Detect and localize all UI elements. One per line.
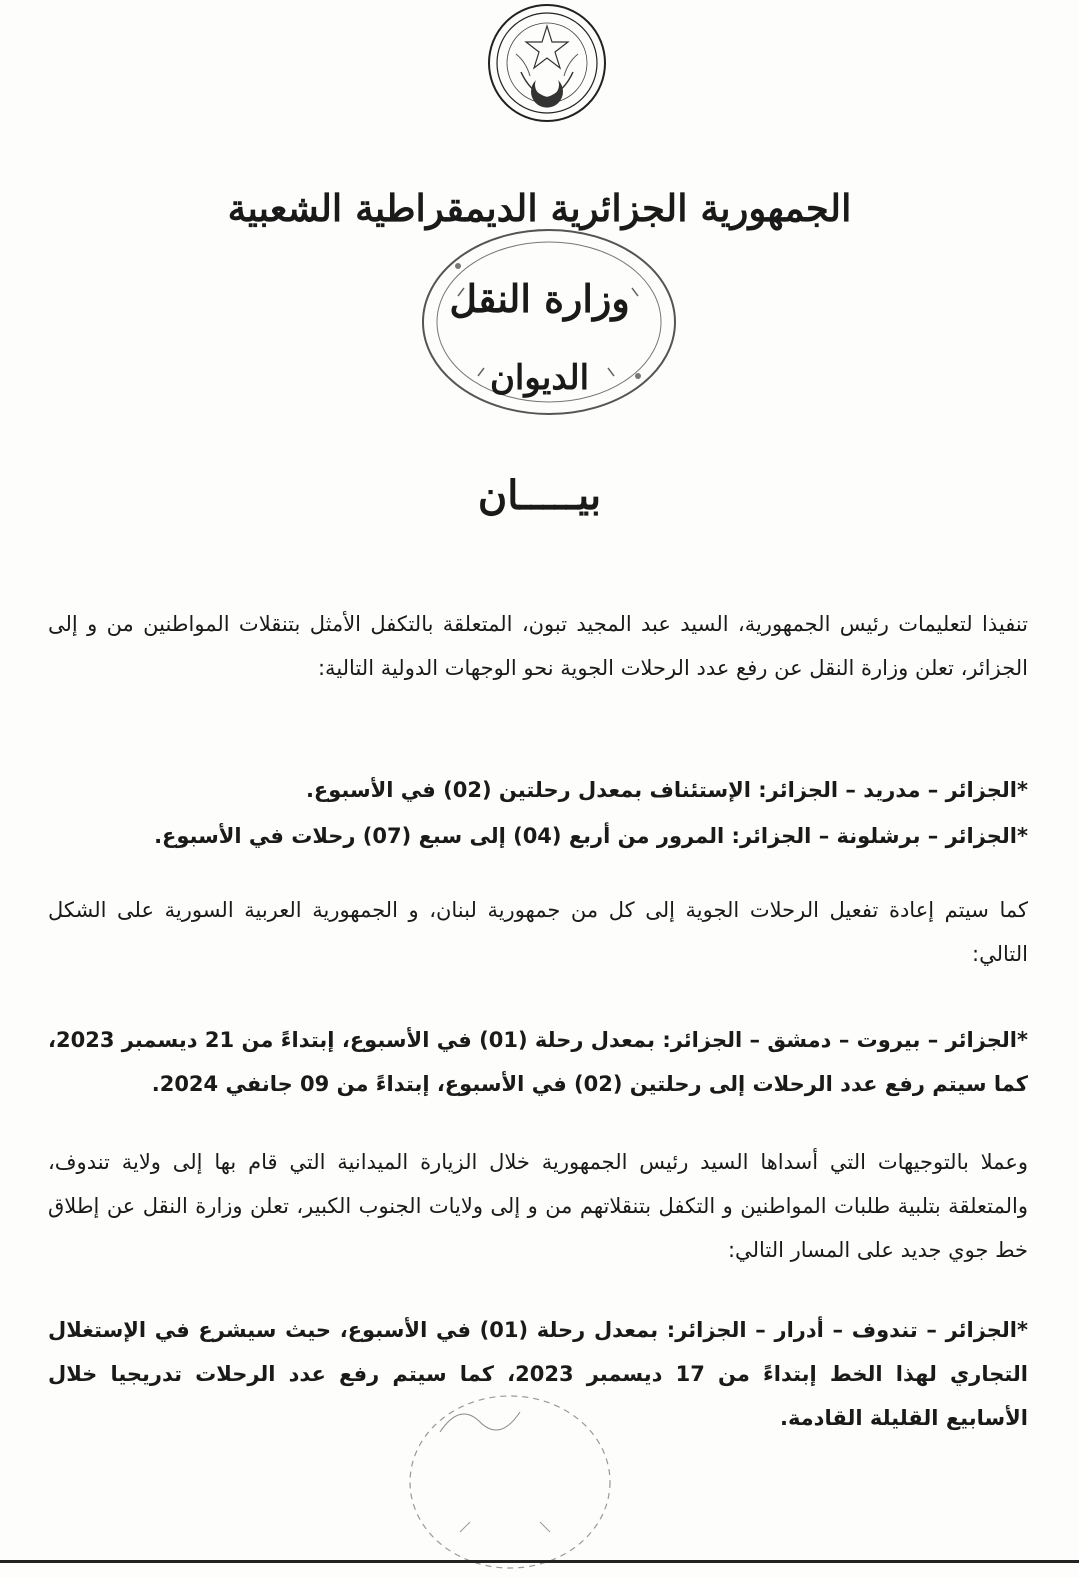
national-emblem-icon <box>486 2 608 124</box>
republic-heading: الجمهورية الجزائرية الديمقراطية الشعبية <box>227 186 852 230</box>
route-tindouf-adrar: *الجزائر – تندوف – أدرار – الجزائر: بمعدل رحلة (01) في الأسبوع، حيث سيشرع في الإستغلال التجاري لهذا الخط إبتداءً من 17 ديسمبر 2023، كما سيتم رفع عدد الرحلات تدريجيا خلال الأسابيع القليلة القادمة. <box>48 1318 1028 1430</box>
official-signature-stamp-icon <box>400 1372 620 1572</box>
ministry-heading: وزارة النقل <box>449 276 630 321</box>
bottom-divider <box>0 1560 1079 1563</box>
intro-paragraph: تنفيذا لتعليمات رئيس الجمهورية، السيد عبد المجيد تبون، المتعلقة بالتكفل الأمثل بتنقلات المواطنين من و إلى الجزائر، تعلن وزارة النقل عن رفع عدد الرحلات الجوية نحو الوجهات الدولية التالية: <box>48 612 1028 680</box>
route-barcelona: *الجزائر – برشلونة – الجزائر: المرور من أربع (04) إلى سبع (07) رحلات في الأسبوع. <box>154 824 1028 848</box>
document-title: بيـــــان <box>477 472 602 519</box>
route-madrid: *الجزائر – مدريد – الجزائر: الإستئناف بمعدل رحلتين (02) في الأسبوع. <box>305 778 1028 802</box>
tindouf-intro-paragraph: وعملا بالتوجيهات التي أسداها السيد رئيس الجمهورية خلال الزيارة الميدانية التي قام بها إلى ولاية تندوف، والمتعلقة بتلبية طلبات المواطنين و التكفل بتنقلاتهم من و إلى ولايات الجنوب الكبير، تعلن وزارة النقل عن إطلاق خط جوي جديد على المسار التالي: <box>48 1150 1028 1262</box>
route-beirut-damascus: *الجزائر – بيروت – دمشق – الجزائر: بمعدل رحلة (01) في الأسبوع، إبتداءً من 21 ديسمبر 2023، كما سيتم رفع عدد الرحلات إلى رحلتين (02) في الأسبوع، إبتداءً من 09 جانفي 2024. <box>48 1028 1028 1096</box>
cabinet-heading: الديوان <box>489 358 590 398</box>
reactivation-paragraph: كما سيتم إعادة تفعيل الرحلات الجوية إلى كل من جمهورية لبنان، و الجمهورية العربية السورية على الشكل التالي: <box>48 898 1028 966</box>
